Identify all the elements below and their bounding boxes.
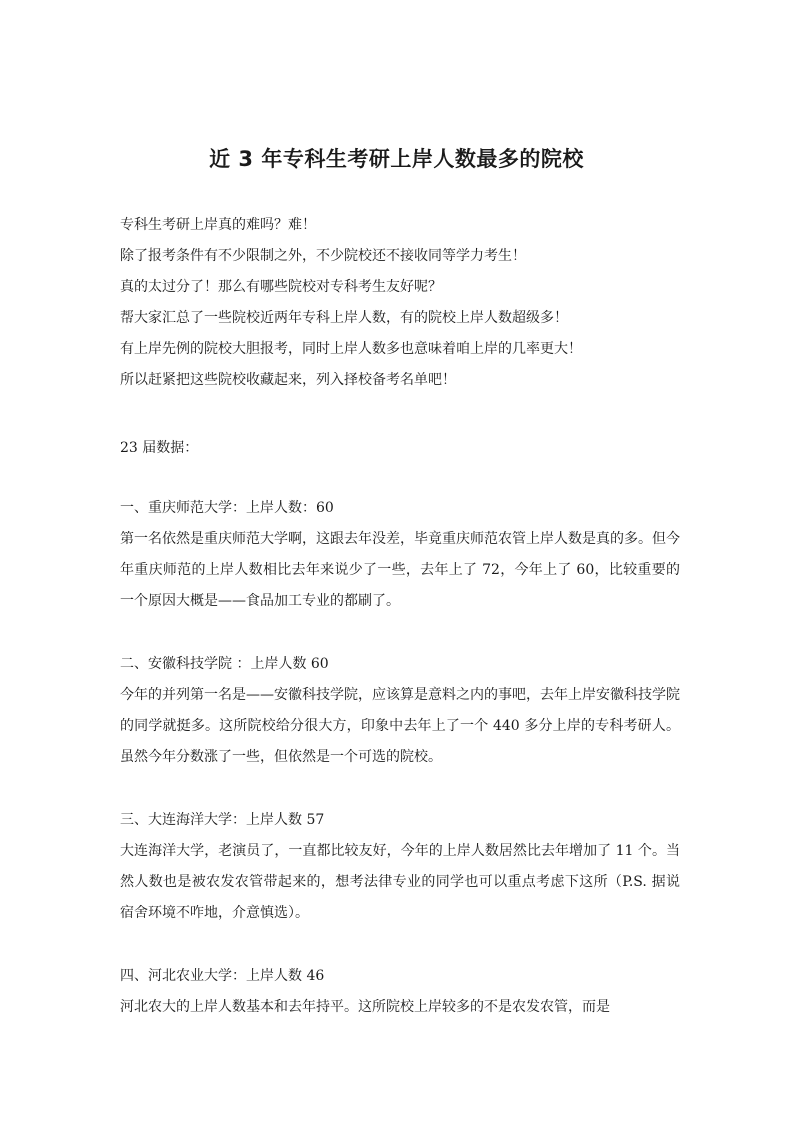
school-section-hebei-agricultural [120, 961, 680, 1023]
section-heading: 二、安徽科技学院 ：上岸人数 60 [120, 656, 329, 672]
section-body: 河北农大的上岸人数基本和去年持平。这所院校上岸较多的不是农发农管，而是 [120, 999, 610, 1015]
school-section-anhui-science-tech [120, 649, 680, 773]
section-body: 今年的并列第一名是——安徽科技学院，应该算是意料之内的事吧，去年上岸安徽科技学院的同学就挺多。这所院校给分很大方，印象中去年上了一个 440 多分上岸的专科考研人。虽然今年分数涨了一些，但依然是一个可选的院校。 [120, 687, 680, 765]
school-section-dalian-ocean [120, 805, 680, 929]
section-heading: 一、重庆师范大学：上岸人数：60 [120, 500, 334, 516]
section-heading: 四、河北农业大学：上岸人数 46 [120, 968, 325, 984]
school-section-chongqing-normal [120, 493, 680, 617]
section-heading: 三、大连海洋大学：上岸人数 57 [120, 812, 325, 828]
intro-line: 专科生考研上岸真的难吗？难！ [120, 217, 316, 233]
year-label: 23 届数据： [120, 440, 199, 456]
intro-line: 除了报考条件有不少限制之外，不少院校还不接收同等学力考生！ [120, 248, 526, 264]
section-body: 大连海洋大学，老演员了，一直都比较友好，今年的上岸人数居然比去年增加了 11 个。当然人数也是被农发农管带起来的，想考法律专业的同学也可以重点考虑下这所（P.S. 据说宿舍环境不咋地，介意慎选）。 [120, 843, 680, 921]
intro-paragraph [120, 210, 680, 396]
intro-line: 所以赶紧把这些院校收藏起来，列入择校备考名单吧！ [120, 372, 456, 388]
intro-line: 有上岸先例的院校大胆报考，同时上岸人数多也意味着咱上岸的几率更大！ [120, 341, 582, 357]
document-title: 近 3 年专科生考研上岸人数最多的院校 [209, 147, 584, 171]
section-body: 第一名依然是重庆师范大学啊，这跟去年没差，毕竟重庆师范农管上岸人数是真的多。但今年重庆师范的上岸人数相比去年来说少了一些，去年上了 72，今年上了 60，比较重要的一个原因大概是——食品加工专业的都刷了。 [120, 531, 680, 609]
intro-line: 帮大家汇总了一些院校近两年专科上岸人数，有的院校上岸人数超级多！ [120, 310, 568, 326]
intro-line: 真的太过分了！那么有哪些院校对专科考生友好呢？ [120, 279, 442, 295]
